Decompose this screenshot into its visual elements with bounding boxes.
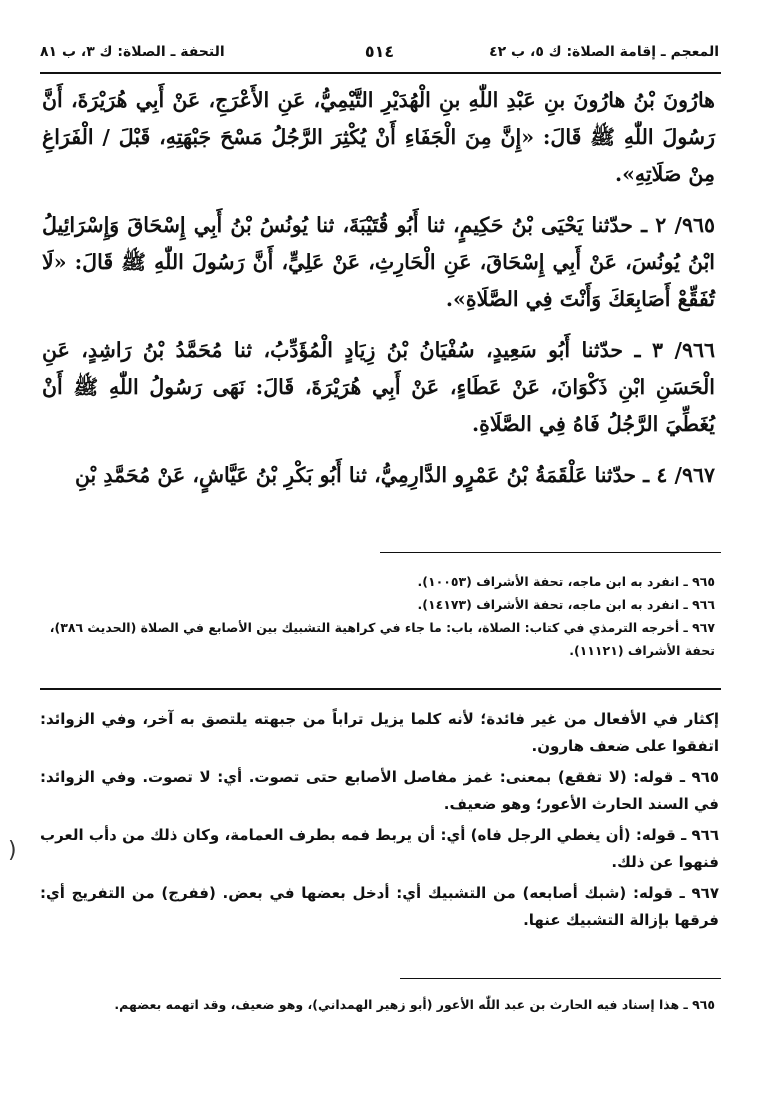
commentary-paragraph: ٩٦٧ ـ قوله: (شبك أصابعه) من التشبيك أي: أدخل بعضها في بعض. (ففرج) من التفريج أي: فرقها بإزالة التشبيك عنها. — [40, 884, 719, 929]
hadith-paragraph: ٩٦٥/ ٢ ـ حدّثنا يَحْيَى بْنُ حَكِيمٍ، ثنا أَبُو قُتَيْبَةَ، ثنا يُونُسُ بْنُ أَبِي إِسْحَاقَ وَإِسْرَائِيلُ ابْنُ يُونُسَ، عَنْ أَبِي إِسْحَاقَ، عَنِ الْحَارِثِ، عَنْ عَلِيٍّ، أَنَّ رَسُولَ اللّٰهِ ﷺ قَالَ: «لَا تُفَقِّعْ أَصَابِعَكَ وَأَنْتَ فِي الصَّلَاةِ». — [42, 213, 715, 311]
footnote: ٩٦٥ ـ هذا إسناد فيه الحارث بن عبد اللّٰه الأعور (أبو زهير الهمداني)، وهو ضعيف، وقد اتهمه بعضهم. — [114, 997, 715, 1012]
hadith-text — [42, 82, 715, 494]
commentary-paragraph: ٩٦٥ ـ قوله: (لا تفقع) بمعنى: غمز مفاصل الأصابع حتى تصوت. أي: لا تصوت. وفي الزوائد: في السند الحارث الأعور؛ وهو ضعيف. — [40, 768, 719, 813]
header-rule — [40, 72, 721, 74]
notes-separator — [380, 552, 721, 553]
takhrij-notes — [46, 570, 715, 662]
margin-bracket-mark: ( — [8, 838, 17, 863]
header-chapter-ref: المعجم ـ إقامة الصلاة: ك ٥، ب ٤٢ — [489, 44, 719, 60]
commentary-rule — [40, 688, 721, 690]
hadith-paragraph: ٩٦٦/ ٣ ـ حدّثنا أَبُو سَعِيدٍ، سُفْيَانُ بْنُ زِيَادٍ الْمُؤَدِّبُ، ثنا مُحَمَّدُ بْنُ رَاشِدٍ، عَنِ الْحَسَنِ ابْنِ ذَكْوَانَ، عَنْ عَطَاءٍ، عَنْ أَبِي هُرَيْرَةَ، قَالَ: نَهَى رَسُولُ اللّٰهِ ﷺ أَنْ يُغَطِّيَ الرَّجُلُ فَاهُ فِي الصَّلَاةِ. — [42, 338, 715, 436]
header-tuhfa-ref: التحفة ـ الصلاة: ك ٣، ب ٨١ — [40, 44, 225, 60]
page-number: ٥١٤ — [364, 42, 395, 61]
takhrij-note: ٩٦٥ ـ انفرد به ابن ماجه، تحفة الأشراف (١٠٠٥٣). — [417, 574, 715, 589]
footnote-separator — [400, 978, 721, 979]
commentary-paragraph: إكثار في الأفعال من غير فائدة؛ لأنه كلما يزيل تراباً من جبهته يلتصق به آخر، وفي الزوائد: اتفقوا على ضعف هارون. — [40, 710, 719, 755]
takhrij-note: ٩٦٧ ـ أخرجه الترمذي في كتاب: الصلاة، باب: ما جاء في كراهية التشبيك بين الأصابع في الصلاة (الحديث ٣٨٦)، تحفة الأشراف (١١١٢١). — [49, 620, 715, 658]
footnote-section — [80, 994, 715, 1016]
takhrij-note: ٩٦٦ ـ انفرد به ابن ماجه، تحفة الأشراف (١٤١٧٣). — [417, 597, 715, 612]
commentary-paragraph: ٩٦٦ ـ قوله: (أن يغطي الرجل فاه) أي: أن يربط فمه بطرف العمامة، وكان ذلك من دأب العرب فنهوا عن ذلك. — [40, 826, 719, 871]
hadith-paragraph: هارُونَ بْنُ هارُونَ بنِ عَبْدِ اللّٰهِ بنِ الْهُدَيْرِ التَّيْمِيُّ، عَنِ الأَعْرَجِ، عَنْ أَبِي هُرَيْرَةَ، أَنَّ رَسُولَ اللّٰهِ ﷺ قَالَ: «إِنَّ مِنَ الْجَفَاءِ أَنْ يُكْثِرَ الرَّجُلُ مَسْحَ جَبْهَتِهِ، قَبْلَ / الْفَرَاغِ مِنْ صَلَاتِهِ». — [42, 88, 715, 186]
hadith-paragraph: ٩٦٧/ ٤ ـ حدّثنا عَلْقَمَةُ بْنُ عَمْرٍو الدَّارِمِيُّ، ثنا أَبُو بَكْرِ بْنُ عَيَّاشٍ، عَنْ مُحَمَّدِ بْنِ — [74, 463, 715, 487]
commentary-section — [40, 706, 719, 938]
page-header — [40, 40, 719, 70]
